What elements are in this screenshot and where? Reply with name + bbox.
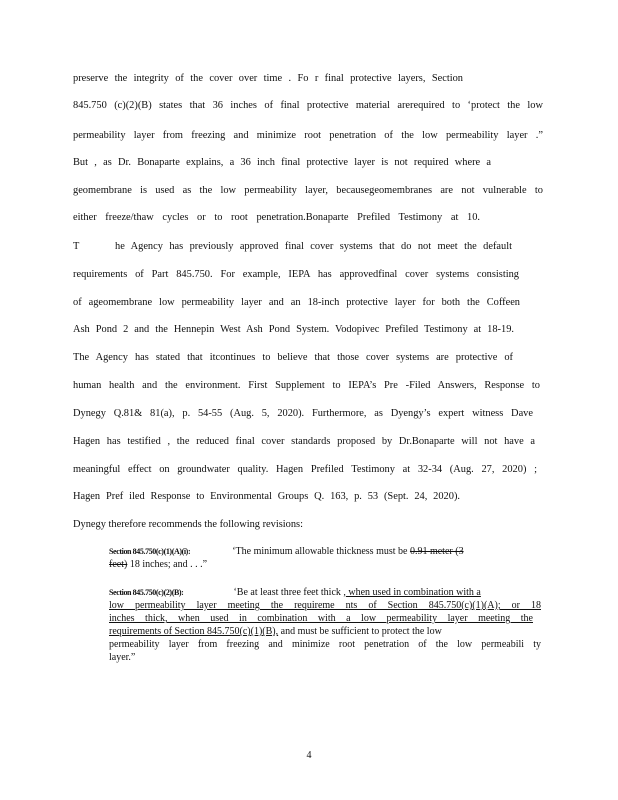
text-line: requirements of Part 845.750. For example, IEPA has approvedfinal cover systems consisting	[73, 269, 519, 280]
page-number: 4	[306, 750, 312, 761]
text-line: Ash Pond 2 and the Hennepin West Ash Pond System. Vodopivec Prefiled Testimony at 18-19.	[73, 324, 514, 335]
text-line: 845.750 (c)(2)(B) states that 36 inches of final protective material arerequired to ‘protect the low	[73, 100, 543, 111]
inserted-text: requirements of Section 845.750(c)(1)(B),	[109, 626, 279, 637]
inserted-text: when used in combination with a	[345, 587, 481, 598]
revision-text: and must be sufficient to protect the low	[278, 626, 442, 637]
revision-1-line-1	[109, 546, 541, 558]
text-line: permeability layer from freezing and minimize root penetration of the low permeability layer .”	[73, 130, 543, 141]
text-line: of ageomembrane low permeability layer and an 18-inch protective layer for both the Coffeen	[73, 297, 520, 308]
text-line: Hagen Pref iled Response to Environmental Groups Q. 163, p. 53 (Sept. 24, 2020).	[73, 491, 460, 502]
inserted-text: inches thick, when used in combination with a low permeability layer meeting the	[109, 613, 533, 624]
revision-1-line-2	[109, 559, 541, 571]
text-line: meaningful effect on groundwater quality. Hagen Prefiled Testimony at 32-34 (Aug. 27, 2020) ;	[73, 464, 537, 475]
revision-text: permeability layer from freezing and minimize root penetration of the low permeabili ty	[109, 639, 541, 650]
text-line: he Agency has previously approved final cover systems that do not meet the default	[115, 241, 512, 252]
revision-text: 18 inches; and . . .”	[127, 559, 208, 570]
section-reference: Section 845.750(c)(2)(B):	[109, 588, 184, 597]
revision-text: ‘Be at least three feet thick ,	[233, 587, 346, 598]
text-line: preserve the integrity of the cover over time . Fo r final protective layers, Section	[73, 73, 463, 84]
text-line: Hagen has testified , the reduced final cover standards proposed by Dr.Bonaparte will not have a	[73, 436, 535, 447]
revision-2-line-4	[109, 626, 541, 638]
recommendation-line: Dynegy therefore recommends the following revisions:	[73, 519, 303, 530]
revision-text: layer.”	[109, 652, 136, 663]
inserted-text: low permeability layer meeting the requireme nts of Section 845.750(c)(1)(A); or 18	[109, 600, 541, 611]
text-line: human health and the environment. First Supplement to IEPA’s Pre -Filed Answers, Response to	[73, 380, 540, 391]
deleted-text: feet)	[109, 559, 128, 570]
revision-2-line-1	[109, 587, 541, 599]
deleted-text: 0.91 meter (3	[409, 546, 464, 557]
text-line: either freeze/thaw cycles or to root penetration.Bonaparte Prefiled Testimony at 10.	[73, 212, 480, 223]
text-line: But , as Dr. Bonaparte explains, a 36 inch final protective layer is not required where a	[73, 157, 491, 168]
text-line: Dynegy Q.81& 81(a), p. 54-55 (Aug. 5, 2020). Furthermore, as Dyengy’s expert witness Dave	[73, 408, 533, 419]
text-line: The Agency has stated that itcontinues to believe that those cover systems are protective of	[73, 352, 513, 363]
revision-text: ‘The minimum allowable thickness must be	[232, 546, 410, 557]
text-line: geomembrane is used as the low permeability layer, becausegeomembranes are not vulnerable to	[73, 185, 543, 196]
section-reference: Section 845.750(c)(1)(A)(i):	[109, 547, 191, 556]
drop-cap: T	[73, 241, 80, 252]
